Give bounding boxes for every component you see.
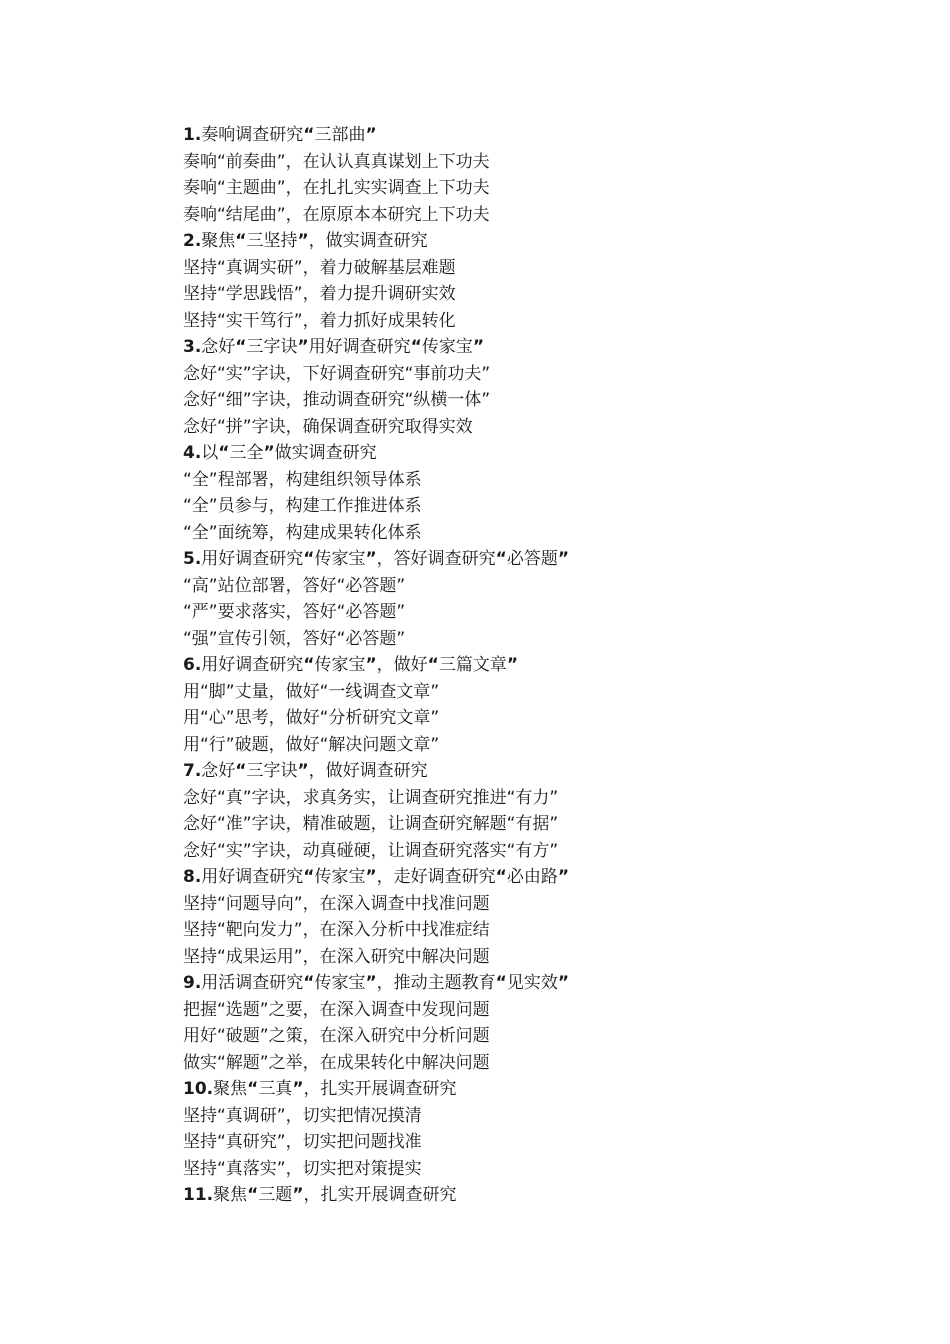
section-item: 念好“细”字诀，推动调查研究“纵横一体” (183, 390, 491, 410)
section-number: 5. (183, 549, 202, 569)
section-item: 念好“准”字诀，精准破题，让调查研究解题“有据” (183, 814, 559, 834)
section-heading: 2.聚焦“三坚持”，做实调查研究 (183, 231, 428, 251)
section-heading: 1.奏响调查研究“三部曲” (183, 125, 377, 145)
section-item: 坚持“靶向发力”，在深入分析中找准症结 (183, 920, 490, 940)
section-item: “强”宣传引领，答好“必答题” (183, 628, 406, 649)
section-heading: 4.以“三全”做实调查研究 (183, 443, 377, 463)
section-item: 坚持“真研究”，切实把问题找准 (183, 1132, 422, 1152)
section-item: 做实“解题”之举，在成果转化中解决问题 (183, 1052, 490, 1073)
section-item: “严”要求落实，答好“必答题” (183, 602, 406, 622)
section-item: “全”员参与，构建工作推进体系 (183, 496, 422, 516)
section-heading: 9.用活调查研究“传家宝”，推动主题教育“见实效” (183, 973, 570, 993)
section-item: 用好“破题”之策，在深入研究中分析问题 (183, 1026, 490, 1046)
section-heading: 10.聚焦“三真”，扎实开展调查研究 (183, 1079, 457, 1099)
section-number: 1. (183, 125, 202, 145)
section-heading: 6.用好调查研究“传家宝”，做好“三篇文章” (183, 655, 519, 675)
section-number: 7. (183, 761, 202, 781)
section-item: 用“脚”丈量，做好“一线调查文章” (183, 681, 440, 702)
section-number: 3. (183, 337, 202, 357)
section-number: 2. (183, 231, 202, 251)
section-heading: 5.用好调查研究“传家宝”，答好调查研究“必答题” (183, 549, 570, 569)
section-heading: 7.念好“三字诀”，做好调查研究 (183, 761, 428, 781)
section-number: 11. (183, 1185, 214, 1205)
section-item: 坚持“实干笃行”，着力抓好成果转化 (183, 310, 456, 331)
section-item: 坚持“真调实研”，着力破解基层难题 (183, 257, 456, 278)
section-item: 用“心”思考，做好“分析研究文章” (183, 708, 440, 728)
section-item: 奏响“前奏曲”，在认认真真谋划上下功夫 (183, 151, 490, 172)
section-item: 念好“拼”字诀，确保调查研究取得实效 (183, 416, 473, 437)
section-number: 6. (183, 655, 202, 675)
section-item: “高”站位部署，答好“必答题” (183, 575, 406, 596)
section-heading: 8.用好调查研究“传家宝”，走好调查研究“必由路” (183, 867, 570, 887)
section-item: 用“行”破题，做好“解决问题文章” (183, 734, 440, 755)
section-number: 8. (183, 867, 202, 887)
section-item: 坚持“成果运用”，在深入研究中解决问题 (183, 946, 490, 967)
section-item: 坚持“问题导向”，在深入调查中找准问题 (183, 893, 490, 914)
section-heading: 3.念好“三字诀”用好调查研究“传家宝” (183, 337, 485, 357)
document-body (183, 122, 883, 1209)
section-item: “全”程部署，构建组织领导体系 (183, 469, 422, 490)
section-item: 念好“实”字诀，下好调查研究“事前功夫” (183, 363, 491, 384)
section-item: 奏响“结尾曲”，在原原本本研究上下功夫 (183, 204, 490, 225)
section-heading: 11.聚焦“三题”，扎实开展调查研究 (183, 1185, 457, 1205)
section-item: 坚持“学思践悟”，着力提升调研实效 (183, 284, 456, 304)
section-item: 奏响“主题曲”，在扎扎实实调查上下功夫 (183, 178, 490, 198)
section-item: 念好“实”字诀，动真碰硬，让调查研究落实“有方” (183, 840, 559, 861)
section-item: “全”面统筹，构建成果转化体系 (183, 522, 422, 543)
section-number: 10. (183, 1079, 214, 1099)
section-item: 把握“选题”之要，在深入调查中发现问题 (183, 999, 490, 1020)
section-item: 坚持“真落实”，切实把对策提实 (183, 1158, 422, 1179)
section-item: 念好“真”字诀，求真务实，让调查研究推进“有力” (183, 787, 559, 808)
section-number: 4. (183, 443, 202, 463)
section-item: 坚持“真调研”，切实把情况摸清 (183, 1105, 422, 1126)
section-number: 9. (183, 973, 202, 993)
